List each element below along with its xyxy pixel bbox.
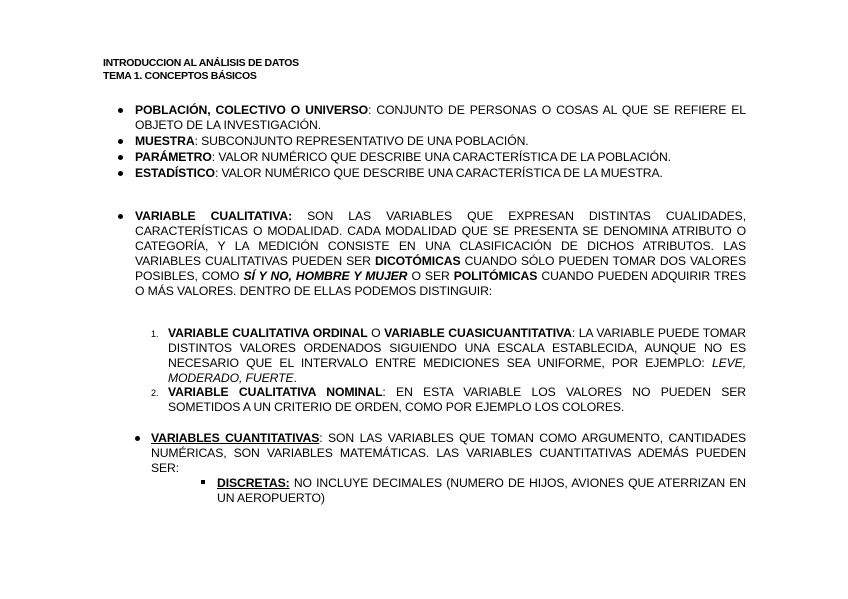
bullet-icon [118, 171, 123, 176]
def-text: : VALOR NUMÉRICO QUE DESCRIBE UNA CARACTERÍSTICA DE LA MUESTRA. [214, 166, 663, 180]
text-segment: : LA VARIABLE PUEDE TOMAR DISTINTOS VALORES ORDENADOS SIGUIENDO UNA ESCALA ESTABLECIDA, AUNQUE NO ES NECESARIO QUE EL INTERVALO ENTRE MEDICIONES SEA UNIFORME, POR EJEMPLO: [168, 326, 747, 370]
variable-cualitativa-paragraph [135, 209, 746, 299]
bullet-icon [118, 155, 123, 160]
example-ordinal: LEVE, MODERADO, FUERTE [168, 356, 746, 385]
term-politomicas: POLITÓMICAS [453, 269, 538, 283]
def-muestra [135, 134, 746, 149]
list-number: 2. [151, 388, 159, 398]
term-cuantitativas: VARIABLES CUANTITATIVAS [151, 431, 320, 445]
term-nominal: VARIABLE CUALITATIVA NOMINAL [168, 385, 383, 399]
term-ordinal: VARIABLE CUALITATIVA ORDINAL [168, 326, 368, 340]
text-segment: . [293, 371, 297, 385]
course-title: INTRODUCCION AL ANÁLISIS DE DATOS [103, 57, 299, 69]
term-cualitativa: VARIABLE CUALITATIVA: [135, 209, 293, 223]
text-segment: : EN ESTA VARIABLE LOS VALORES NO PUEDEN SER SOMETIDOS A UN CRITERIO DE ORDEN, COMO POR EJEMPLO LOS COLORES. [168, 385, 746, 414]
topic-title: TEMA 1. CONCEPTOS BÁSICOS [103, 70, 257, 82]
variables-cuantitativas-paragraph [151, 431, 746, 476]
def-parametro [135, 150, 746, 165]
def-term: MUESTRA [135, 134, 195, 148]
text-segment: O SER [407, 269, 454, 283]
def-term: ESTADÍSTICO [135, 166, 215, 180]
term-dicotomicas: DICOTÓMICAS [374, 254, 461, 268]
text-segment: O [367, 326, 385, 340]
def-term: PARÁMETRO [135, 150, 212, 164]
bullet-icon [118, 214, 123, 219]
sub-item-nominal [168, 385, 746, 415]
text-segment: : SON LAS VARIABLES QUE TOMAN COMO ARGUMENTO, CANTIDADES NUMÉRICAS, SON VARIABLES MATEMÁTICAS. LAS VARIABLES CUANTITATIVAS ADEMÁS PUEDEN SER: [151, 431, 747, 475]
def-text: : CONJUNTO DE PERSONAS O COSAS AL QUE SE REFIERE EL OBJETO DE LA INVESTIGACIÓN. [135, 103, 746, 132]
bullet-icon [118, 108, 123, 113]
document-header [103, 57, 299, 83]
term-cuasicuantitativa: VARIABLE CUASICUANTITATIVA [384, 326, 572, 340]
def-poblacion [135, 103, 746, 133]
def-estadistico [135, 166, 746, 181]
discretas-item [217, 476, 746, 506]
def-text: : SUBCONJUNTO REPRESENTATIVO DE UNA POBLACIÓN. [194, 134, 529, 148]
list-number: 1. [151, 329, 159, 339]
sub-item-ordinal [168, 326, 746, 386]
def-text: : VALOR NUMÉRICO QUE DESCRIBE UNA CARACTERÍSTICA DE LA POBLACIÓN. [211, 150, 671, 164]
example-dicotomicas: SÍ Y NO, HOMBRE Y MUJER [243, 269, 408, 283]
bullet-icon [118, 139, 123, 144]
text-segment: CUANDO PUEDEN ADQUIRIR TRES O MÁS VALORES. DENTRO DE ELLAS PODEMOS DISTINGUIR: [135, 269, 746, 298]
text-segment: NO INCLUYE DECIMALES (NUMERO DE HIJOS, AVIONES QUE ATERRIZAN EN UN AEROPUERTO) [217, 476, 746, 505]
square-bullet-icon [201, 480, 205, 484]
text-segment: SON LAS VARIABLES QUE EXPRESAN DISTINTAS CUALIDADES, CARACTERÍSTICAS O MODALIDAD. CADA MODALIDAD QUE SE PRESENTA SE DENOMINA ATRIBUTO O CATEGORÍA, Y LA MEDICIÓN CONSISTE EN UNA CLASIFICACIÓN DE DICHOS ATRIBUTOS. LAS VARIABLES CUALITATIVAS PUEDEN SER [135, 209, 746, 268]
text-segment: CUANDO SÓLO PUEDEN TOMAR DOS VALORES POSIBLES, COMO [135, 254, 746, 283]
def-term: POBLACIÓN, COLECTIVO O UNIVERSO [135, 103, 369, 117]
bullet-icon [135, 436, 140, 441]
term-discretas: DISCRETAS: [217, 476, 290, 490]
